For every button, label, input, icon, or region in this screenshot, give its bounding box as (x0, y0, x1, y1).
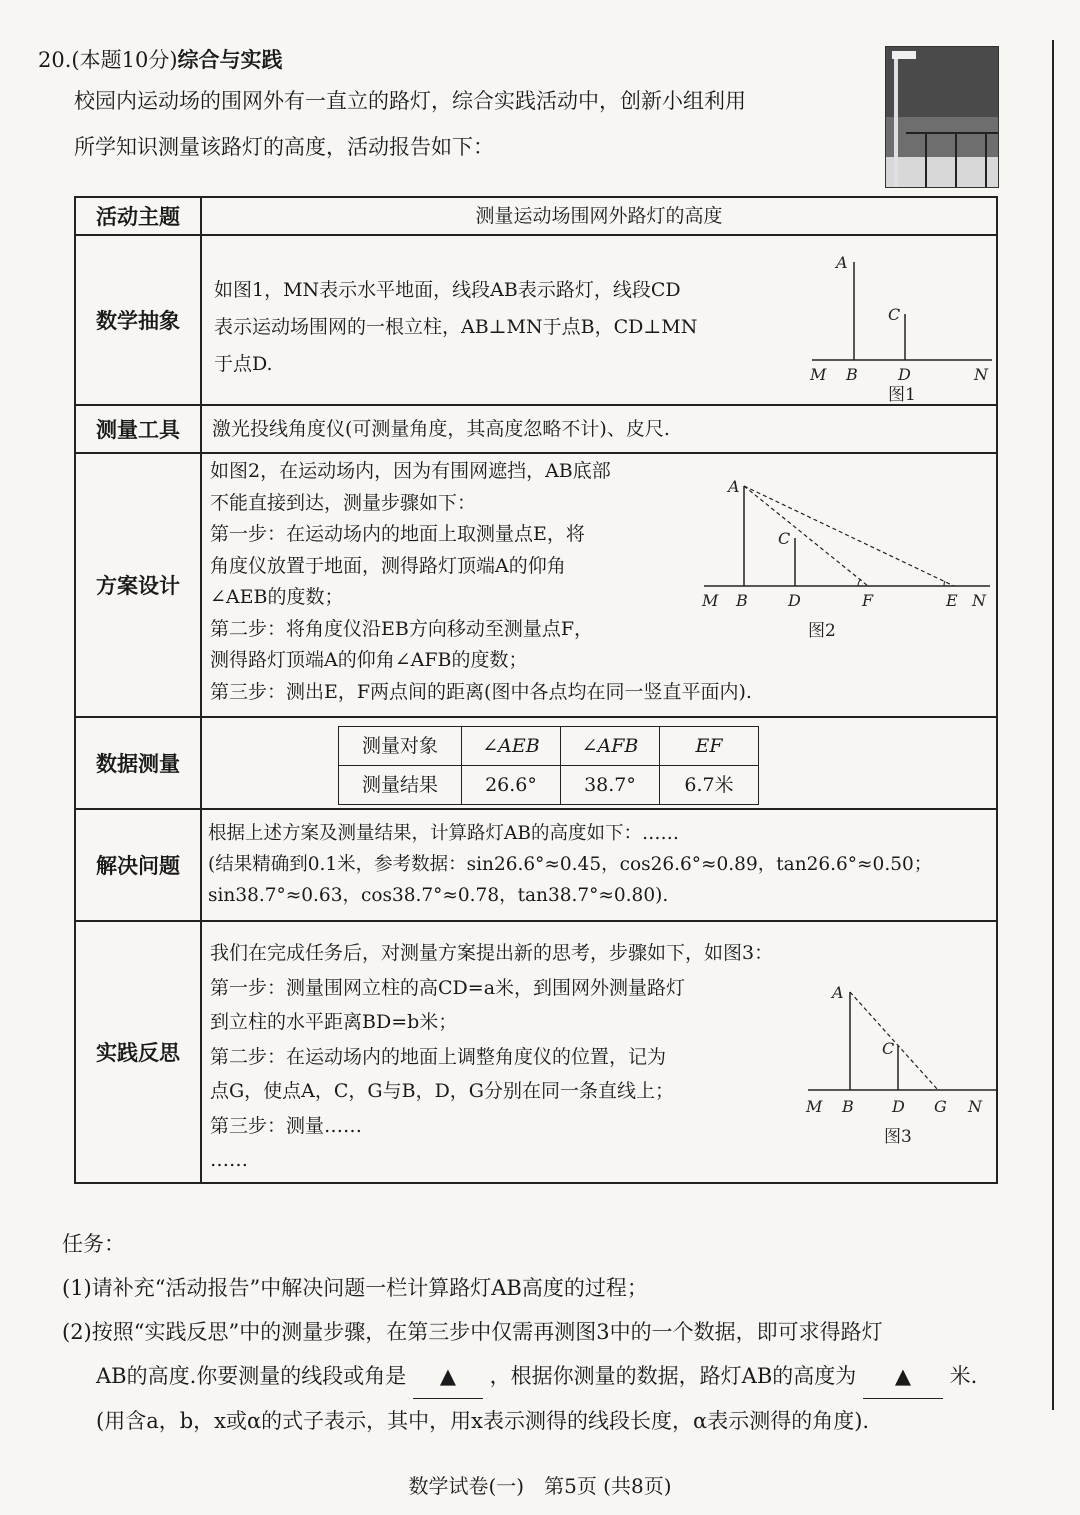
fig2-label: N (972, 591, 986, 610)
fig3-label: N (968, 1097, 982, 1116)
abstract-line: 如图1，MN表示水平地面，线段AB表示路灯，线段CD (214, 279, 681, 301)
reflect-line: 第三步：测量…… (210, 1114, 363, 1137)
task-1: (1)请补充“活动报告”中解决问题一栏计算路灯AB高度的过程； (62, 1276, 648, 1300)
fig1-label: M (810, 365, 827, 384)
measure-header: 测量对象 (339, 727, 462, 766)
fig2-label: A (728, 477, 740, 496)
report-row-tools (75, 405, 997, 453)
plan-line: 测得路灯顶端A的仰角∠AFB的度数； (210, 649, 528, 671)
fig2-label: E (946, 591, 958, 610)
fig3-label: M (806, 1097, 823, 1116)
reflect-line: 到立柱的水平距离BD=b米； (210, 1011, 458, 1033)
theme-label: 活动主题 (75, 197, 201, 235)
page-edge-line (1052, 40, 1054, 1410)
report-row-solve (75, 809, 997, 921)
reflect-cell (201, 921, 997, 1183)
measurement-row-results (339, 766, 759, 805)
fig3-label: G (934, 1097, 947, 1116)
plan-cell (201, 453, 997, 717)
fig1-label: N (974, 365, 988, 384)
activity-report-table (74, 196, 998, 1184)
fig3-label: C (882, 1039, 895, 1058)
theme-text: 测量运动场围网外路灯的高度 (201, 197, 997, 235)
plan-line: 角度仪放置于地面，测得路灯顶端A的仰角 (210, 554, 566, 577)
fig3-label: D (892, 1097, 905, 1116)
data-label: 数据测量 (75, 717, 201, 809)
answer-blank-2[interactable]: ▲ (863, 1354, 943, 1399)
fig1-label: A (836, 253, 848, 272)
task-2-text: AB的高度.你要测量的线段或角是 (96, 1364, 407, 1388)
abstract-line: 于点D. (214, 353, 273, 375)
streetlight-photo (885, 46, 999, 188)
intro-line: 所学知识测量该路灯的高度，活动报告如下： (74, 135, 494, 159)
measure-object: ∠AEB (462, 727, 561, 766)
question-score: (本题10分) (71, 48, 178, 72)
question-header (38, 44, 283, 74)
plan-line: 如图2，在运动场内，因为有围网遮挡，AB底部 (210, 460, 611, 482)
plan-line: 第一步：在运动场内的地面上取测量点E，将 (210, 523, 585, 545)
intro-line: 校园内运动场的围网外有一直立的路灯，综合实践活动中，创新小组利用 (74, 89, 746, 113)
solve-line: 根据上述方案及测量结果，计算路灯AB的高度如下：…… (208, 823, 679, 844)
question-number: 20. (38, 48, 72, 72)
tools-text: 激光投线角度仪(可测量角度，其高度忽略不计)、皮尺. (201, 405, 997, 453)
task-2-line-2 (62, 1354, 1022, 1399)
solve-line: sin38.7°≈0.63，cos38.7°≈0.78，tan38.7°≈0.80). (208, 885, 669, 906)
fig2-label: D (788, 591, 801, 610)
reflect-line: 点G，使点A，C，G与B，D，G分别在同一条直线上； (210, 1080, 674, 1102)
plan-label: 方案设计 (75, 453, 201, 717)
abstract-cell (201, 235, 997, 405)
abstract-line: 表示运动场围网的一根立柱，AB⊥MN于点B，CD⊥MN (214, 316, 698, 338)
solve-label: 解决问题 (75, 809, 201, 921)
fig2-label: F (862, 591, 874, 610)
page-footer: 数学试卷(一) 第5页 (共8页) (408, 1474, 672, 1498)
fig1-label: B (846, 365, 858, 384)
fig3-label: B (842, 1097, 854, 1116)
plan-line: 第二步：将角度仪沿EB方向移动至测量点F， (210, 617, 594, 640)
report-row-plan (75, 453, 997, 717)
measure-object: EF (660, 727, 759, 766)
reflect-line: 我们在完成任务后，对测量方案提出新的思考，步骤如下，如图3： (210, 942, 774, 964)
streetlight-photo-drawing (886, 47, 998, 187)
fig1-caption: 图1 (888, 385, 916, 402)
tasks-heading: 任务： (62, 1232, 125, 1256)
measure-result: 26.6° (462, 766, 561, 805)
abstract-label: 数学抽象 (75, 235, 201, 405)
plan-line: ∠AEB的度数； (210, 586, 344, 608)
tasks-section (62, 1222, 1022, 1443)
task-2-text: ，根据你测量的数据，路灯AB的高度为 (489, 1364, 857, 1388)
data-cell (201, 717, 997, 809)
figure-2 (698, 462, 998, 642)
plan-line: 不能直接到达，测量步骤如下： (210, 491, 477, 514)
measure-result: 38.7° (561, 766, 660, 805)
plan-line: 第三步：测出E，F两点间的距离(图中各点均在同一竖直平面内). (210, 680, 752, 703)
question-intro (74, 78, 864, 170)
fig2-caption: 图2 (808, 621, 836, 641)
solve-cell (201, 809, 997, 921)
reflect-label: 实践反思 (75, 921, 201, 1183)
report-row-abstract (75, 235, 997, 405)
measure-result: 6.7米 (660, 766, 759, 805)
measurement-table (338, 726, 759, 805)
fig1-label: D (898, 365, 911, 384)
task-2-line-1: (2)按照“实践反思”中的测量步骤，在第三步中仅需再测图3中的一个数据，即可求得路灯 (62, 1320, 883, 1344)
report-row-reflect (75, 921, 997, 1183)
figure-3 (798, 974, 1008, 1164)
task-2-line-3: (用含a，b，x或α的式子表示，其中，用x表示测得的线段长度，α表示测得的角度). (96, 1409, 870, 1433)
report-row-data (75, 717, 997, 809)
figure-1 (802, 242, 1002, 402)
fig2-label: C (778, 529, 791, 548)
task-2-text: 米. (949, 1364, 978, 1388)
tools-label: 测量工具 (75, 405, 201, 453)
solve-line: (结果精确到0.1米，参考数据：sin26.6°≈0.45，cos26.6°≈0.89，tan26.6°≈0.50； (208, 854, 933, 875)
measurement-row-objects (339, 727, 759, 766)
measure-header: 测量结果 (339, 766, 462, 805)
fig1-label: C (888, 305, 901, 324)
answer-blank-1[interactable]: ▲ (413, 1354, 483, 1399)
fig3-caption: 图3 (884, 1127, 912, 1147)
fig3-label: A (832, 983, 844, 1002)
question-title: 综合与实践 (177, 48, 283, 72)
fig2-label: B (736, 591, 748, 610)
reflect-line: 第一步：测量围网立柱的高CD=a米，到围网外测量路灯 (210, 976, 686, 999)
measure-object: ∠AFB (561, 727, 660, 766)
fig2-label: M (702, 591, 719, 610)
report-row-theme (75, 197, 997, 235)
reflect-line: 第二步：在运动场内的地面上调整角度仪的位置，记为 (210, 1045, 667, 1068)
reflect-line: …… (210, 1149, 248, 1171)
